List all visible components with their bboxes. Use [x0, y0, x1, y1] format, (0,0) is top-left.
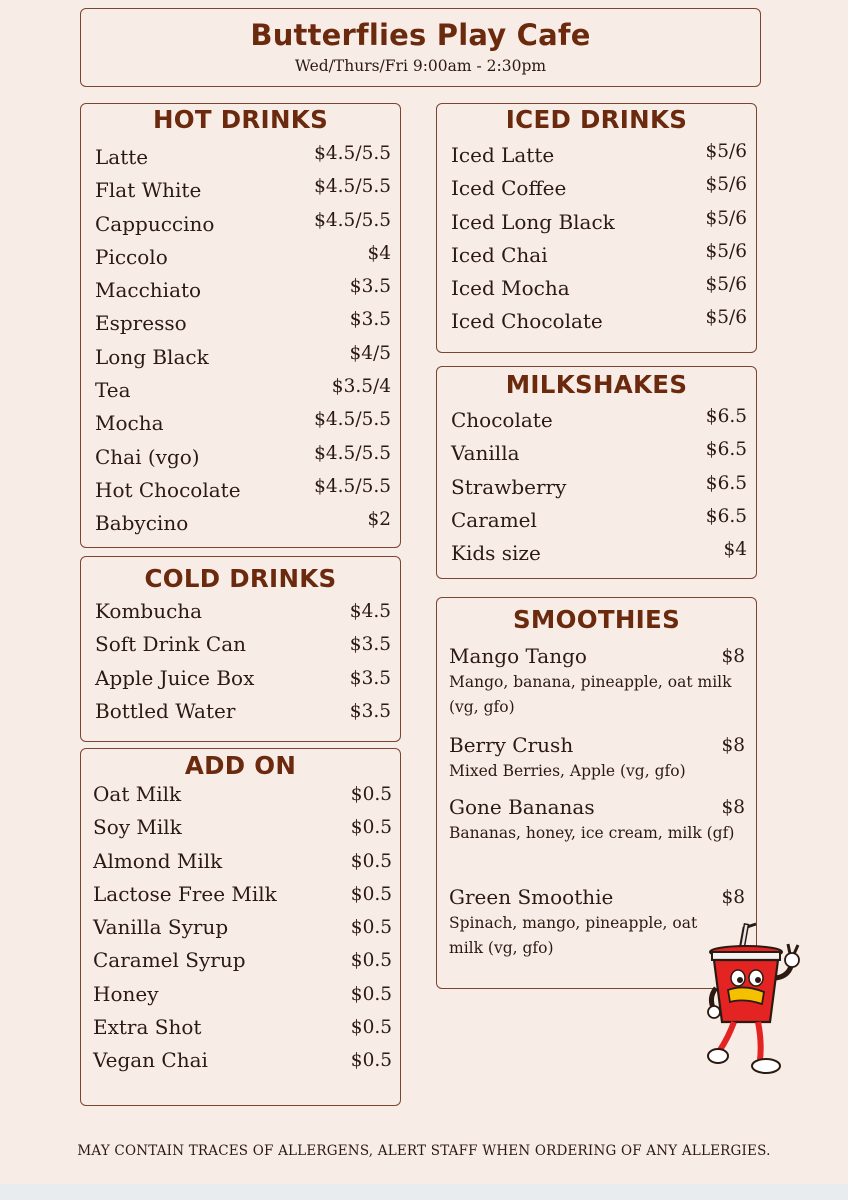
menu-item [81, 378, 400, 411]
item-description: Spinach, mango, pineapple, oat milk (vg, gfo) [449, 914, 698, 957]
item-name: Extra Shot [93, 1015, 202, 1040]
item-name: Soft Drink Can [95, 632, 246, 657]
item-name: Bottled Water [95, 698, 236, 723]
item-name: Mango Tango [449, 644, 587, 668]
section-title: ADD ON [184, 751, 297, 780]
item-price: $4 [367, 242, 391, 264]
menu-item [437, 441, 756, 474]
milkshakes-section [436, 366, 757, 579]
item-name: Iced Long Black [451, 209, 615, 234]
item-name: Espresso [95, 311, 187, 336]
item-price: $5/6 [705, 207, 747, 229]
item-price: $4 [723, 539, 747, 561]
item-price: $3.5 [349, 634, 391, 656]
smoothie-item [437, 733, 756, 795]
item-name: Apple Juice Box [95, 665, 255, 690]
menu-item [81, 475, 400, 511]
menu-item [81, 948, 400, 981]
menu-item [81, 511, 400, 544]
item-price: $4.5/5.5 [314, 143, 391, 164]
menu-header [80, 8, 761, 87]
item-price: $0.5 [350, 950, 392, 972]
menu-item [81, 849, 400, 882]
item-description: Bananas, honey, ice cream, milk (gf) [449, 824, 735, 842]
item-price: $0.5 [350, 784, 392, 805]
menu-item [81, 1048, 400, 1081]
menu-item [81, 915, 400, 948]
iced-drinks-section [436, 103, 757, 353]
item-price: $6.5 [705, 472, 747, 494]
soda-cup-mascot-icon [704, 918, 808, 1080]
menu-item [81, 442, 400, 478]
menu-item [437, 276, 756, 309]
opening-hours: Wed/Thurs/Fri 9:00am - 2:30pm [294, 57, 547, 75]
item-price: $4.5/5.5 [314, 409, 391, 431]
item-price: $3.5 [349, 276, 391, 298]
hot-drinks-section [80, 103, 401, 548]
item-price: $4.5/5.5 [314, 176, 391, 198]
item-name: Iced Chocolate [451, 309, 603, 334]
item-price: $4.5/5.5 [314, 475, 391, 497]
item-name: Vanilla [451, 441, 520, 466]
section-title: ICED DRINKS [505, 105, 688, 134]
item-price: $5/6 [705, 274, 747, 296]
item-price: $4.5 [349, 601, 391, 622]
item-name: Iced Latte [451, 143, 555, 167]
item-name: Almond Milk [93, 848, 223, 873]
item-name: Cappuccino [95, 211, 215, 236]
item-name: Kids size [451, 541, 541, 566]
item-name: Chai (vgo) [95, 444, 200, 469]
item-price: $3.5/4 [331, 376, 391, 398]
menu-item [81, 782, 400, 815]
item-name: Iced Coffee [451, 176, 567, 201]
section-title: SMOOTHIES [512, 605, 681, 634]
item-price: $8 [721, 887, 745, 908]
item-name: Berry Crush [449, 733, 574, 757]
item-price: $6.5 [705, 406, 747, 427]
item-price: $3.5 [349, 700, 391, 722]
item-price: $6.5 [705, 505, 747, 527]
item-name: Strawberry [451, 474, 567, 499]
item-name: Iced Chai [451, 242, 548, 267]
menu-item [437, 240, 756, 276]
menu-item [437, 176, 756, 209]
menu-item [81, 982, 400, 1015]
section-title: MILKSHAKES [505, 370, 688, 399]
menu-item [81, 815, 400, 848]
menu-item [81, 178, 400, 211]
section-title: COLD DRINKS [144, 564, 337, 593]
menu-item [437, 505, 756, 541]
section-title: HOT DRINKS [152, 105, 329, 134]
item-name: Caramel [451, 507, 537, 532]
item-price: $0.5 [350, 1050, 392, 1072]
menu-item [437, 143, 756, 176]
item-price: $5/6 [705, 174, 747, 196]
item-name: Flat White [95, 178, 202, 203]
item-price: $3.5 [349, 667, 391, 689]
item-name: Kombucha [95, 599, 203, 623]
menu-item [437, 541, 756, 574]
add-on-list [81, 782, 400, 1082]
item-price: $2 [367, 509, 391, 531]
smoothie-item [437, 644, 756, 733]
item-name: Mocha [95, 411, 164, 436]
item-name: Honey [93, 981, 159, 1006]
item-price: $0.5 [350, 850, 392, 872]
item-price: $5/6 [705, 240, 747, 262]
item-name: Vanilla Syrup [93, 915, 229, 940]
item-price: $5/6 [705, 307, 747, 329]
item-name: Long Black [95, 344, 209, 369]
item-name: Green Smoothie [449, 885, 614, 909]
item-price: $3.5 [349, 309, 391, 331]
menu-item [81, 699, 400, 732]
menu-item [81, 145, 400, 178]
menu-item [81, 882, 400, 915]
item-name: Iced Mocha [451, 276, 570, 301]
menu-item [437, 309, 756, 342]
item-price: $0.5 [350, 983, 392, 1005]
iced-drinks-list [437, 143, 756, 343]
item-price: $0.5 [350, 883, 392, 905]
item-name: Latte [95, 145, 149, 169]
item-name: Vegan Chai [93, 1048, 208, 1073]
cold-drinks-list [81, 599, 400, 732]
menu-item [81, 311, 400, 344]
item-name: Caramel Syrup [93, 948, 246, 973]
hot-drinks-list [81, 145, 400, 545]
item-price: $4.5/5.5 [314, 209, 391, 231]
item-price: $8 [721, 797, 745, 818]
item-name: Tea [95, 378, 131, 403]
milkshakes-list [437, 408, 756, 574]
item-price: $0.5 [350, 1017, 392, 1039]
item-description: Mixed Berries, Apple (vg, gfo) [449, 762, 686, 780]
menu-item [81, 666, 400, 699]
item-price: $0.5 [350, 917, 392, 939]
cold-drinks-section [80, 556, 401, 742]
item-price: $6.5 [705, 439, 747, 461]
item-price: $5/6 [705, 141, 747, 162]
menu-item [437, 408, 756, 441]
allergen-notice: MAY CONTAIN TRACES OF ALLERGENS, ALERT STAFF WHEN ORDERING OF ANY ALLERGIES. [77, 1143, 771, 1159]
menu-item [81, 599, 400, 632]
menu-item [81, 632, 400, 665]
menu-item [437, 207, 756, 243]
item-price: $4/5 [349, 342, 391, 364]
item-name: Gone Bananas [449, 795, 595, 819]
menu-item [81, 411, 400, 444]
item-price: $8 [721, 646, 745, 667]
item-name: Babycino [95, 511, 189, 536]
item-price: $0.5 [350, 817, 392, 839]
item-price: $8 [721, 735, 745, 756]
item-name: Piccolo [95, 244, 168, 269]
item-name: Soy Milk [93, 815, 182, 840]
smoothie-item [437, 795, 756, 885]
menu-item [437, 472, 756, 508]
item-name: Chocolate [451, 408, 553, 432]
menu-item [81, 209, 400, 245]
item-description: Mango, banana, pineapple, oat milk (vg, gfo) [449, 673, 732, 716]
item-name: Lactose Free Milk [93, 881, 277, 906]
menu-item [81, 278, 400, 311]
menu-item [81, 342, 400, 378]
menu-item [81, 242, 400, 278]
add-on-section [80, 748, 401, 1106]
item-name: Oat Milk [93, 782, 182, 806]
item-price: $4.5/5.5 [314, 442, 391, 464]
menu-item [81, 1015, 400, 1048]
item-name: Hot Chocolate [95, 477, 241, 502]
cafe-name: Butterflies Play Cafe [250, 18, 591, 52]
item-name: Macchiato [95, 278, 202, 303]
